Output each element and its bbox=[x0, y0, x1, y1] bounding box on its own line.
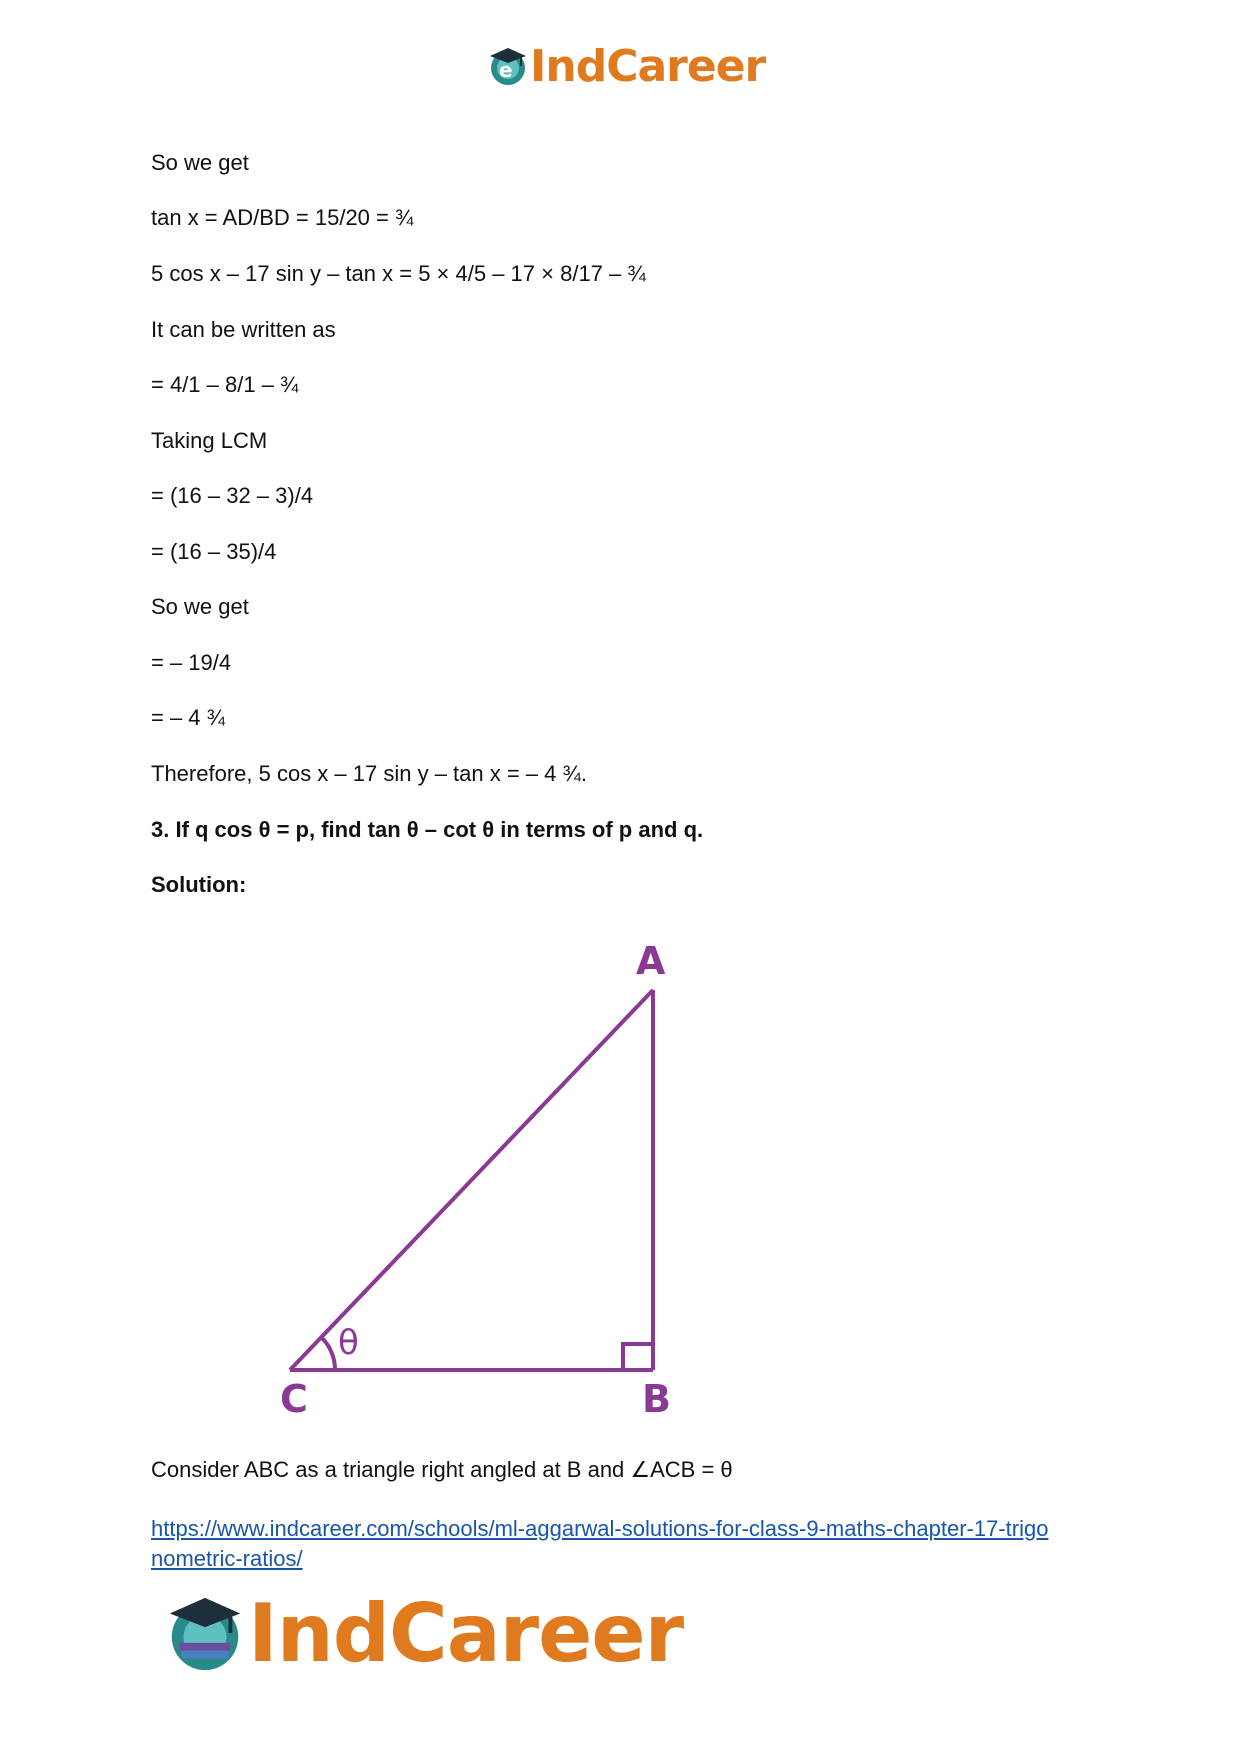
footer-logo-text: IndCareer bbox=[248, 1586, 684, 1680]
header-logo bbox=[486, 40, 765, 92]
text-line: Taking LCM bbox=[151, 428, 268, 453]
source-link[interactable] bbox=[151, 1514, 1101, 1574]
text-line: = (16 – 32 – 3)/4 bbox=[151, 483, 314, 508]
solution-label: Solution: bbox=[151, 872, 247, 897]
text-line: = (16 – 35)/4 bbox=[151, 539, 277, 564]
angle-theta-label: θ bbox=[338, 1323, 359, 1363]
svg-text:e: e bbox=[499, 58, 513, 82]
text-line: So we get bbox=[151, 594, 249, 619]
source-link-line-2[interactable]: nometric-ratios/ bbox=[151, 1546, 303, 1571]
text-line: = – 19/4 bbox=[151, 650, 232, 675]
consider-text: Consider ABC as a triangle right angled at B and ∠ACB = θ bbox=[151, 1457, 733, 1482]
graduation-globe-icon bbox=[486, 44, 530, 88]
hypotenuse-ca bbox=[290, 990, 653, 1370]
text-line: 5 cos x – 17 sin y – tan x = 5 × 4/5 – 17 × 8/17 – ¾ bbox=[151, 261, 646, 286]
text-line: tan x = AD/BD = 15/20 = ¾ bbox=[151, 205, 414, 230]
text-line: It can be written as bbox=[151, 317, 336, 342]
text-line: = – 4 ¾ bbox=[151, 705, 226, 730]
text-line: = 4/1 – 8/1 – ¾ bbox=[151, 372, 299, 397]
question-heading: 3. If q cos θ = p, find tan θ – cot θ in terms of p and q. bbox=[151, 817, 704, 842]
graduation-globe-icon bbox=[162, 1590, 248, 1676]
source-link-line-1[interactable]: https://www.indcareer.com/schools/ml-aggarwal-solutions-for-class-9-maths-chapter-17-trigo bbox=[151, 1516, 1049, 1541]
text-line: Therefore, 5 cos x – 17 sin y – tan x = – 4 ¾. bbox=[151, 761, 587, 786]
vertex-c-label: C bbox=[280, 1377, 308, 1420]
header-logo-text: IndCareer bbox=[530, 40, 766, 92]
vertex-a-label: A bbox=[636, 940, 666, 983]
angle-arc bbox=[322, 1338, 335, 1370]
footer-logo bbox=[162, 1588, 683, 1678]
vertex-b-label: B bbox=[642, 1377, 671, 1420]
text-line: So we get bbox=[151, 150, 249, 175]
triangle-figure bbox=[270, 940, 690, 1420]
right-angle-marker bbox=[623, 1344, 653, 1370]
